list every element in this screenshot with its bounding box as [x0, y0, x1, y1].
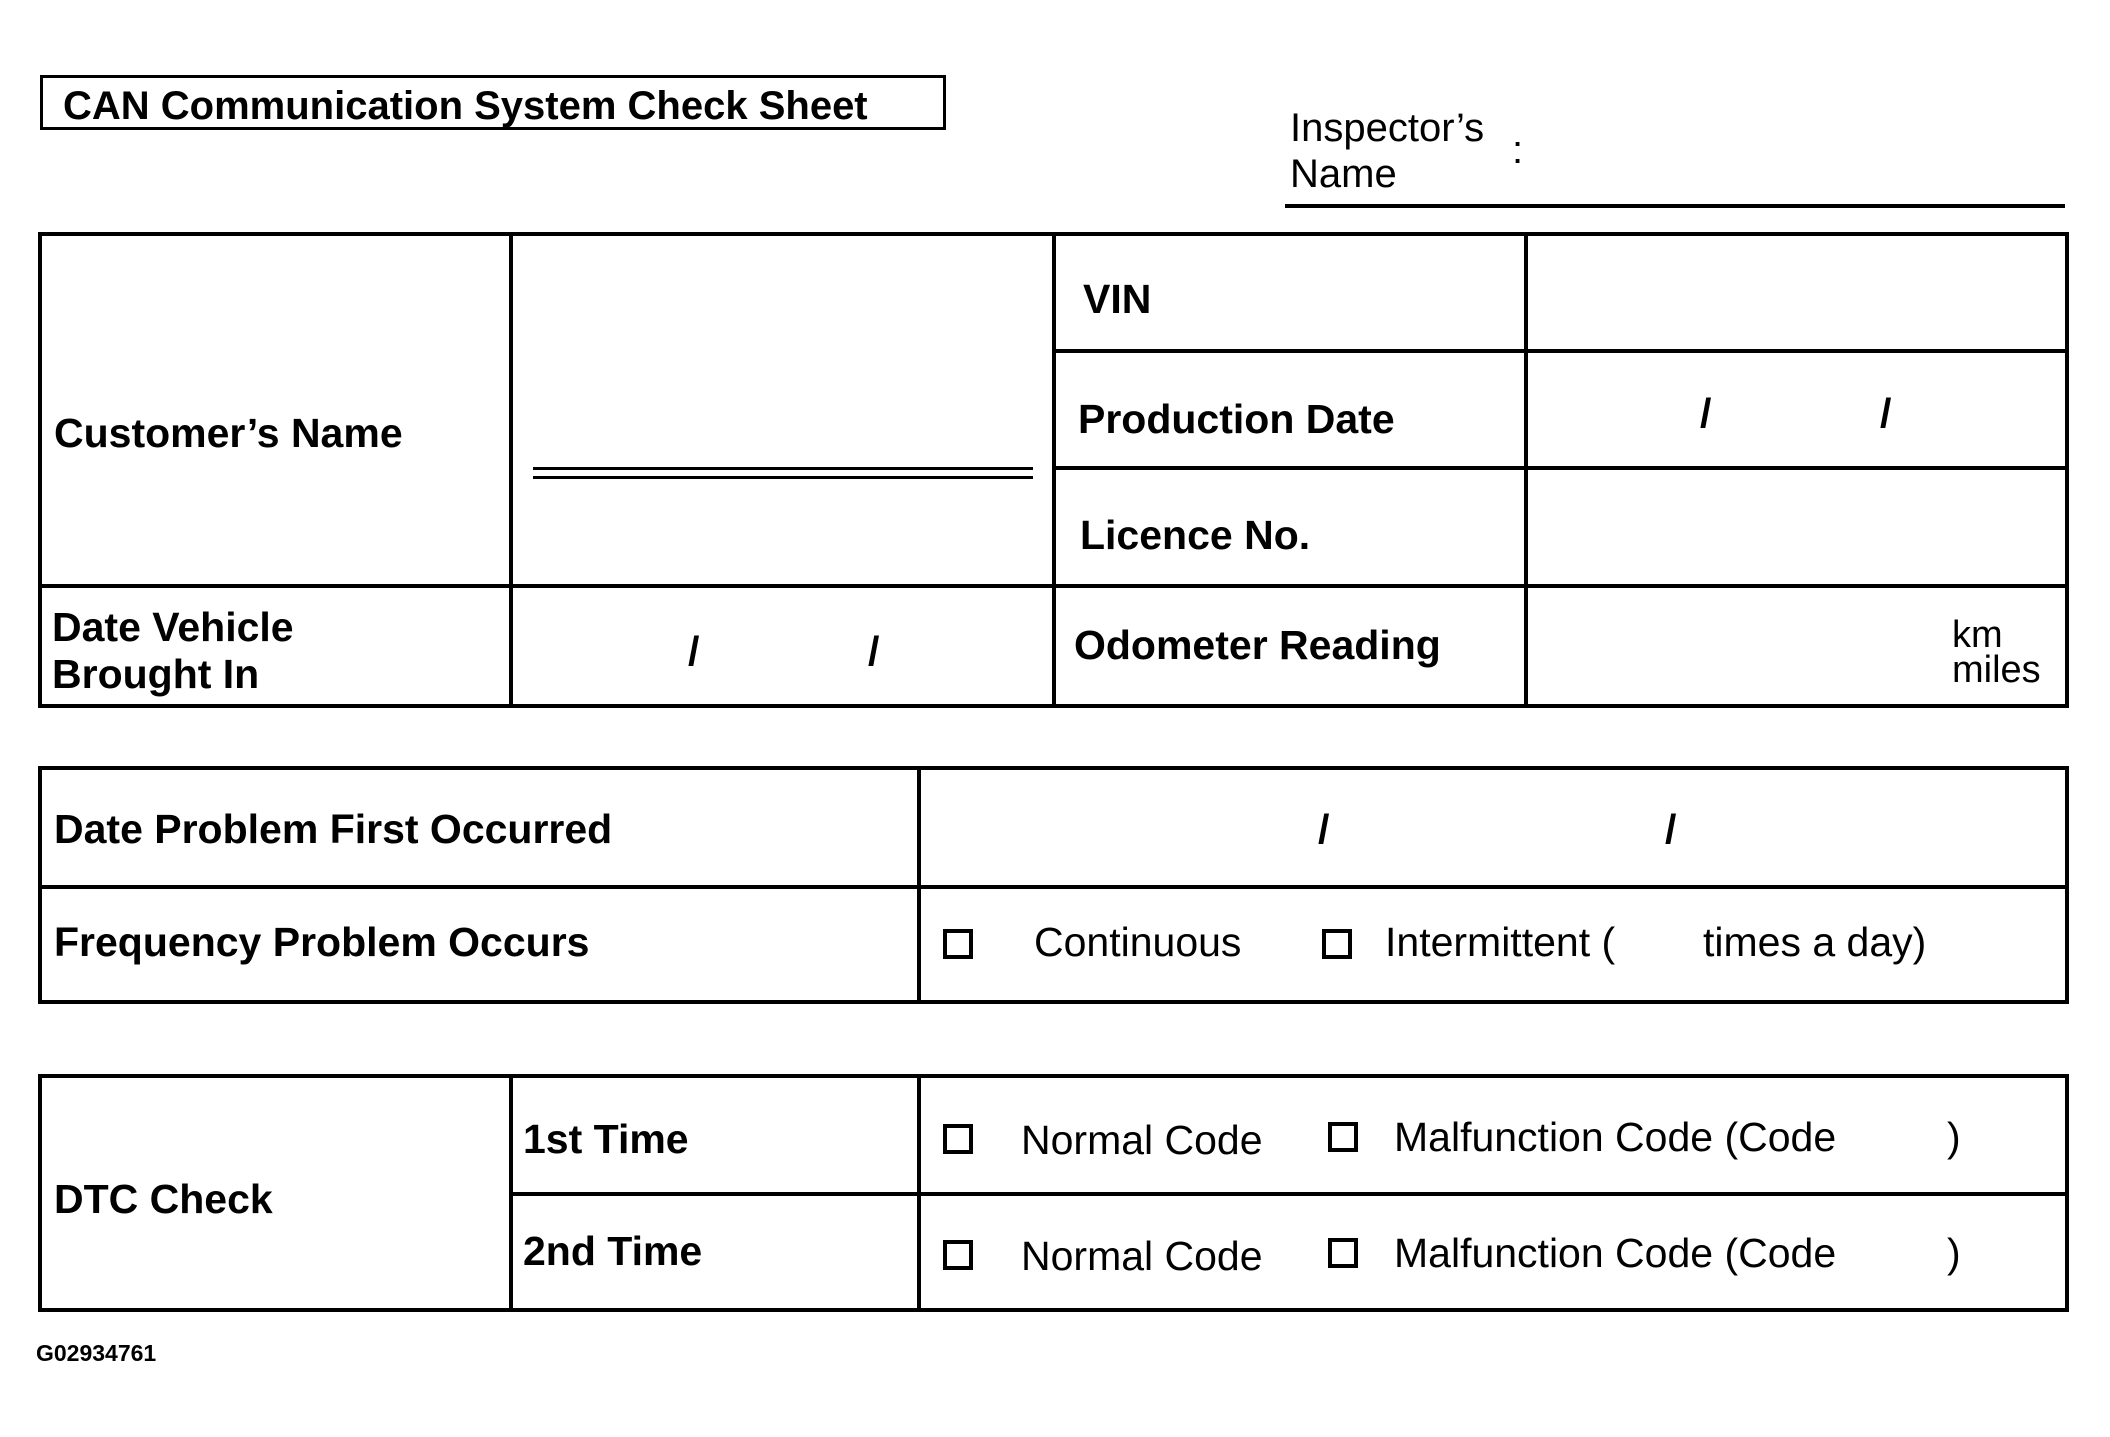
odometer-unit-km: km — [1952, 614, 2003, 656]
intermittent-option-label: Intermittent ( — [1385, 919, 1616, 965]
date-separator: / — [1318, 806, 1330, 852]
date-separator: / — [868, 628, 880, 674]
customer-name-field[interactable] — [520, 240, 1045, 580]
production-date-separator: / — [1700, 390, 1712, 436]
inspector-label-line1: Inspector’s — [1290, 106, 1485, 150]
times-a-day-label: times a day) — [1703, 919, 1927, 965]
normal-code-checkbox[interactable] — [943, 1124, 973, 1154]
production-date-field[interactable] — [1532, 357, 2062, 462]
malfunction-code-field[interactable] — [1850, 1106, 1940, 1166]
odometer-unit-miles: miles — [1952, 649, 2041, 691]
date-separator: / — [688, 628, 700, 674]
odometer-label: Odometer Reading — [1074, 622, 1441, 668]
dtc-row-label: 1st Time — [523, 1116, 689, 1162]
continuous-option-label: Continuous — [1034, 919, 1242, 965]
frequency-label: Frequency Problem Occurs — [54, 919, 590, 965]
close-paren: ) — [1947, 1114, 1961, 1160]
date-brought-in-field[interactable] — [520, 592, 1045, 700]
normal-code-label: Normal Code — [1021, 1233, 1263, 1279]
licence-no-label: Licence No. — [1080, 512, 1311, 558]
normal-code-checkbox[interactable] — [943, 1240, 973, 1270]
date-brought-in-label-line1: Date Vehicle — [52, 604, 294, 650]
inspector-colon: : — [1512, 128, 1524, 172]
malfunction-code-label: Malfunction Code (Code — [1394, 1114, 1837, 1160]
production-date-label: Production Date — [1078, 396, 1395, 442]
production-date-separator: / — [1880, 390, 1892, 436]
dtc-row-label: 2nd Time — [523, 1228, 703, 1274]
times-a-day-field[interactable] — [1622, 912, 1702, 972]
inspector-label-line2: Name — [1290, 152, 1397, 196]
date-separator: / — [1665, 806, 1677, 852]
malfunction-code-field[interactable] — [1850, 1222, 1940, 1282]
inspector-name-field[interactable] — [1285, 204, 2065, 208]
sheet-title-box — [40, 75, 946, 130]
vin-field[interactable] — [1532, 240, 2062, 345]
intermittent-checkbox[interactable] — [1322, 929, 1352, 959]
dtc-check-label: DTC Check — [54, 1176, 273, 1222]
figure-id: G02934761 — [36, 1340, 157, 1366]
licence-no-field[interactable] — [1532, 474, 2062, 580]
close-paren: ) — [1947, 1230, 1961, 1276]
malfunction-code-label: Malfunction Code (Code — [1394, 1230, 1837, 1276]
normal-code-label: Normal Code — [1021, 1117, 1263, 1163]
customer-name-label: Customer’s Name — [54, 410, 403, 456]
vin-label: VIN — [1083, 276, 1152, 322]
date-first-occurred-label: Date Problem First Occurred — [54, 806, 613, 852]
odometer-field[interactable] — [1532, 592, 2062, 700]
continuous-checkbox[interactable] — [943, 929, 973, 959]
date-brought-in-label-line2: Brought In — [52, 651, 260, 697]
sheet-title: CAN Communication System Check Sheet — [63, 84, 868, 128]
malfunction-code-checkbox[interactable] — [1328, 1122, 1358, 1152]
date-first-occurred-field[interactable] — [925, 774, 2061, 881]
malfunction-code-checkbox[interactable] — [1328, 1238, 1358, 1268]
